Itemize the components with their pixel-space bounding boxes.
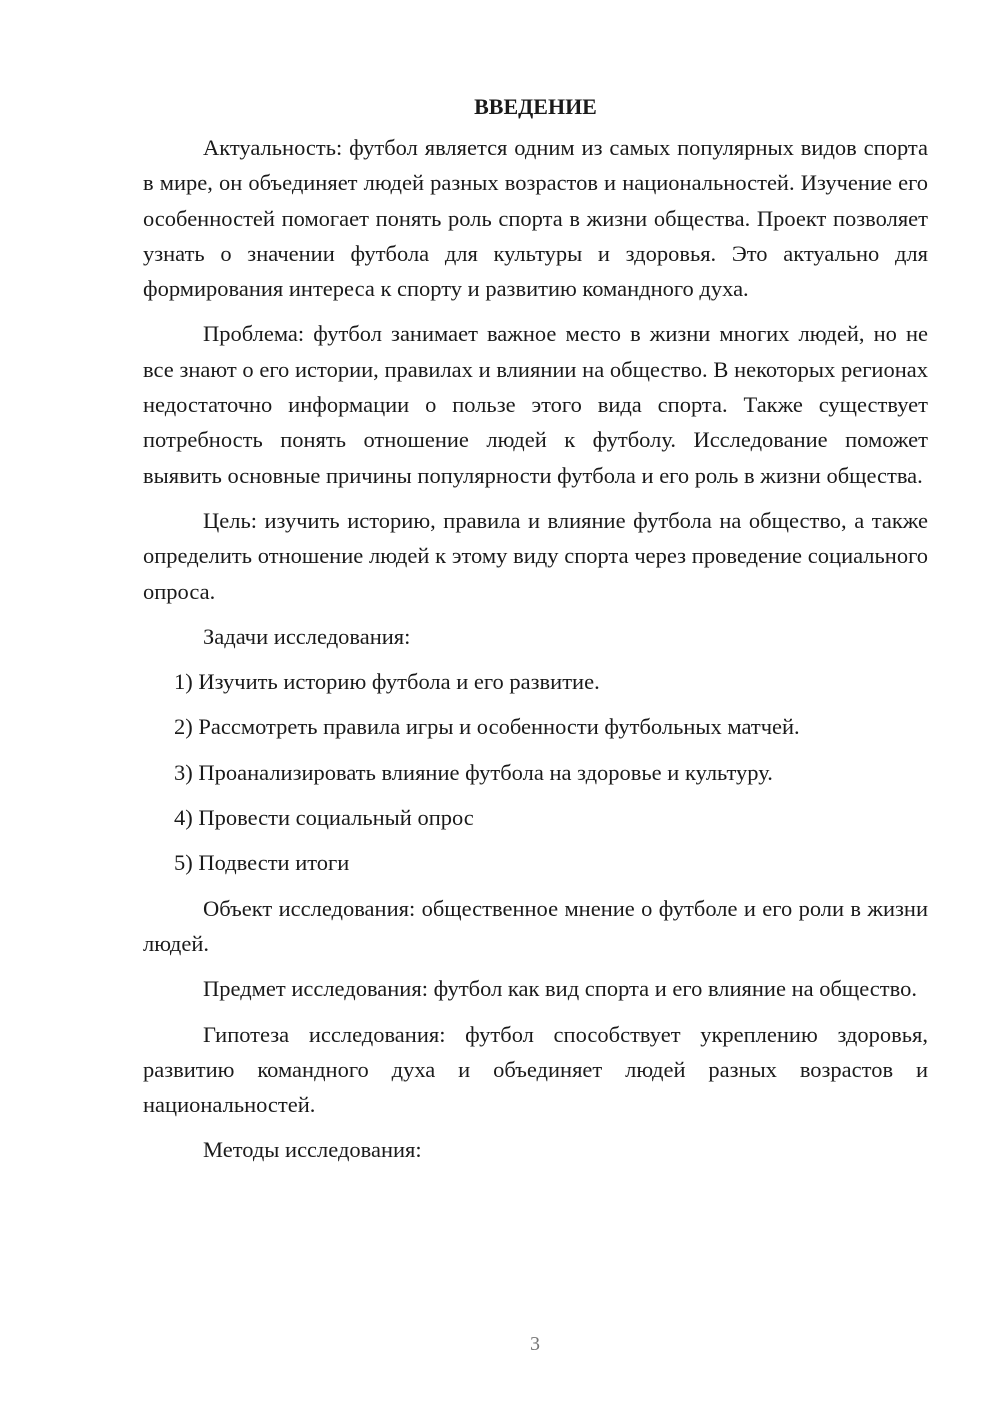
goal-paragraph: Цель: изучить историю, правила и влияние футбола на общество, а также определить отношение людей к этому виду спорта через проведение социального опроса. xyxy=(143,507,928,604)
page-number: 3 xyxy=(530,1333,540,1355)
hypothesis-paragraph: Гипотеза исследования: футбол способствует укреплению здоровья, развитию командного духа и объединяет людей разных возрастов и национальностей. xyxy=(143,1021,928,1118)
problem-paragraph: Проблема: футбол занимает важное место в жизни многих людей, но не все знают о его истории, правилах и влиянии на общество. В некоторых регионах недостаточно информации о пользе этого вида спорта. Также существует потребность понять отношение людей к футболу. Исследование поможет выявить основные причины популярности футбола и его роль в жизни общества. xyxy=(143,321,928,488)
object-paragraph: Объект исследования: общественное мнение о футболе и его роли в жизни людей. xyxy=(143,895,928,956)
document-page xyxy=(143,92,928,1178)
tasks-list xyxy=(143,664,928,880)
task-item: 1) Изучить историю футбола и его развитие. xyxy=(174,669,600,695)
task-item: 3) Проанализировать влияние футбола на здоровье и культуру. xyxy=(174,759,773,785)
task-item: 5) Подвести итоги xyxy=(174,850,350,876)
task-item: 2) Рассмотреть правила игры и особенности футбольных матчей. xyxy=(174,714,800,740)
subject-paragraph: Предмет исследования: футбол как вид спорта и его влияние на общество. xyxy=(203,976,917,1002)
relevance-paragraph: Актуальность: футбол является одним из самых популярных видов спорта в мире, он объединяет людей разных возрастов и национальностей. Изучение его особенностей помогает понять роль спорта в жизни общества. Проект позволяет узнать о значении футбола для культуры и здоровья. Это актуально для формирования интереса к спорту и развитию командного духа. xyxy=(143,135,928,302)
section-heading: ВВЕДЕНИЕ xyxy=(474,94,597,119)
task-item: 4) Провести социальный опрос xyxy=(174,805,474,831)
tasks-heading: Задачи исследования: xyxy=(203,623,411,649)
methods-heading: Методы исследования: xyxy=(203,1137,422,1163)
